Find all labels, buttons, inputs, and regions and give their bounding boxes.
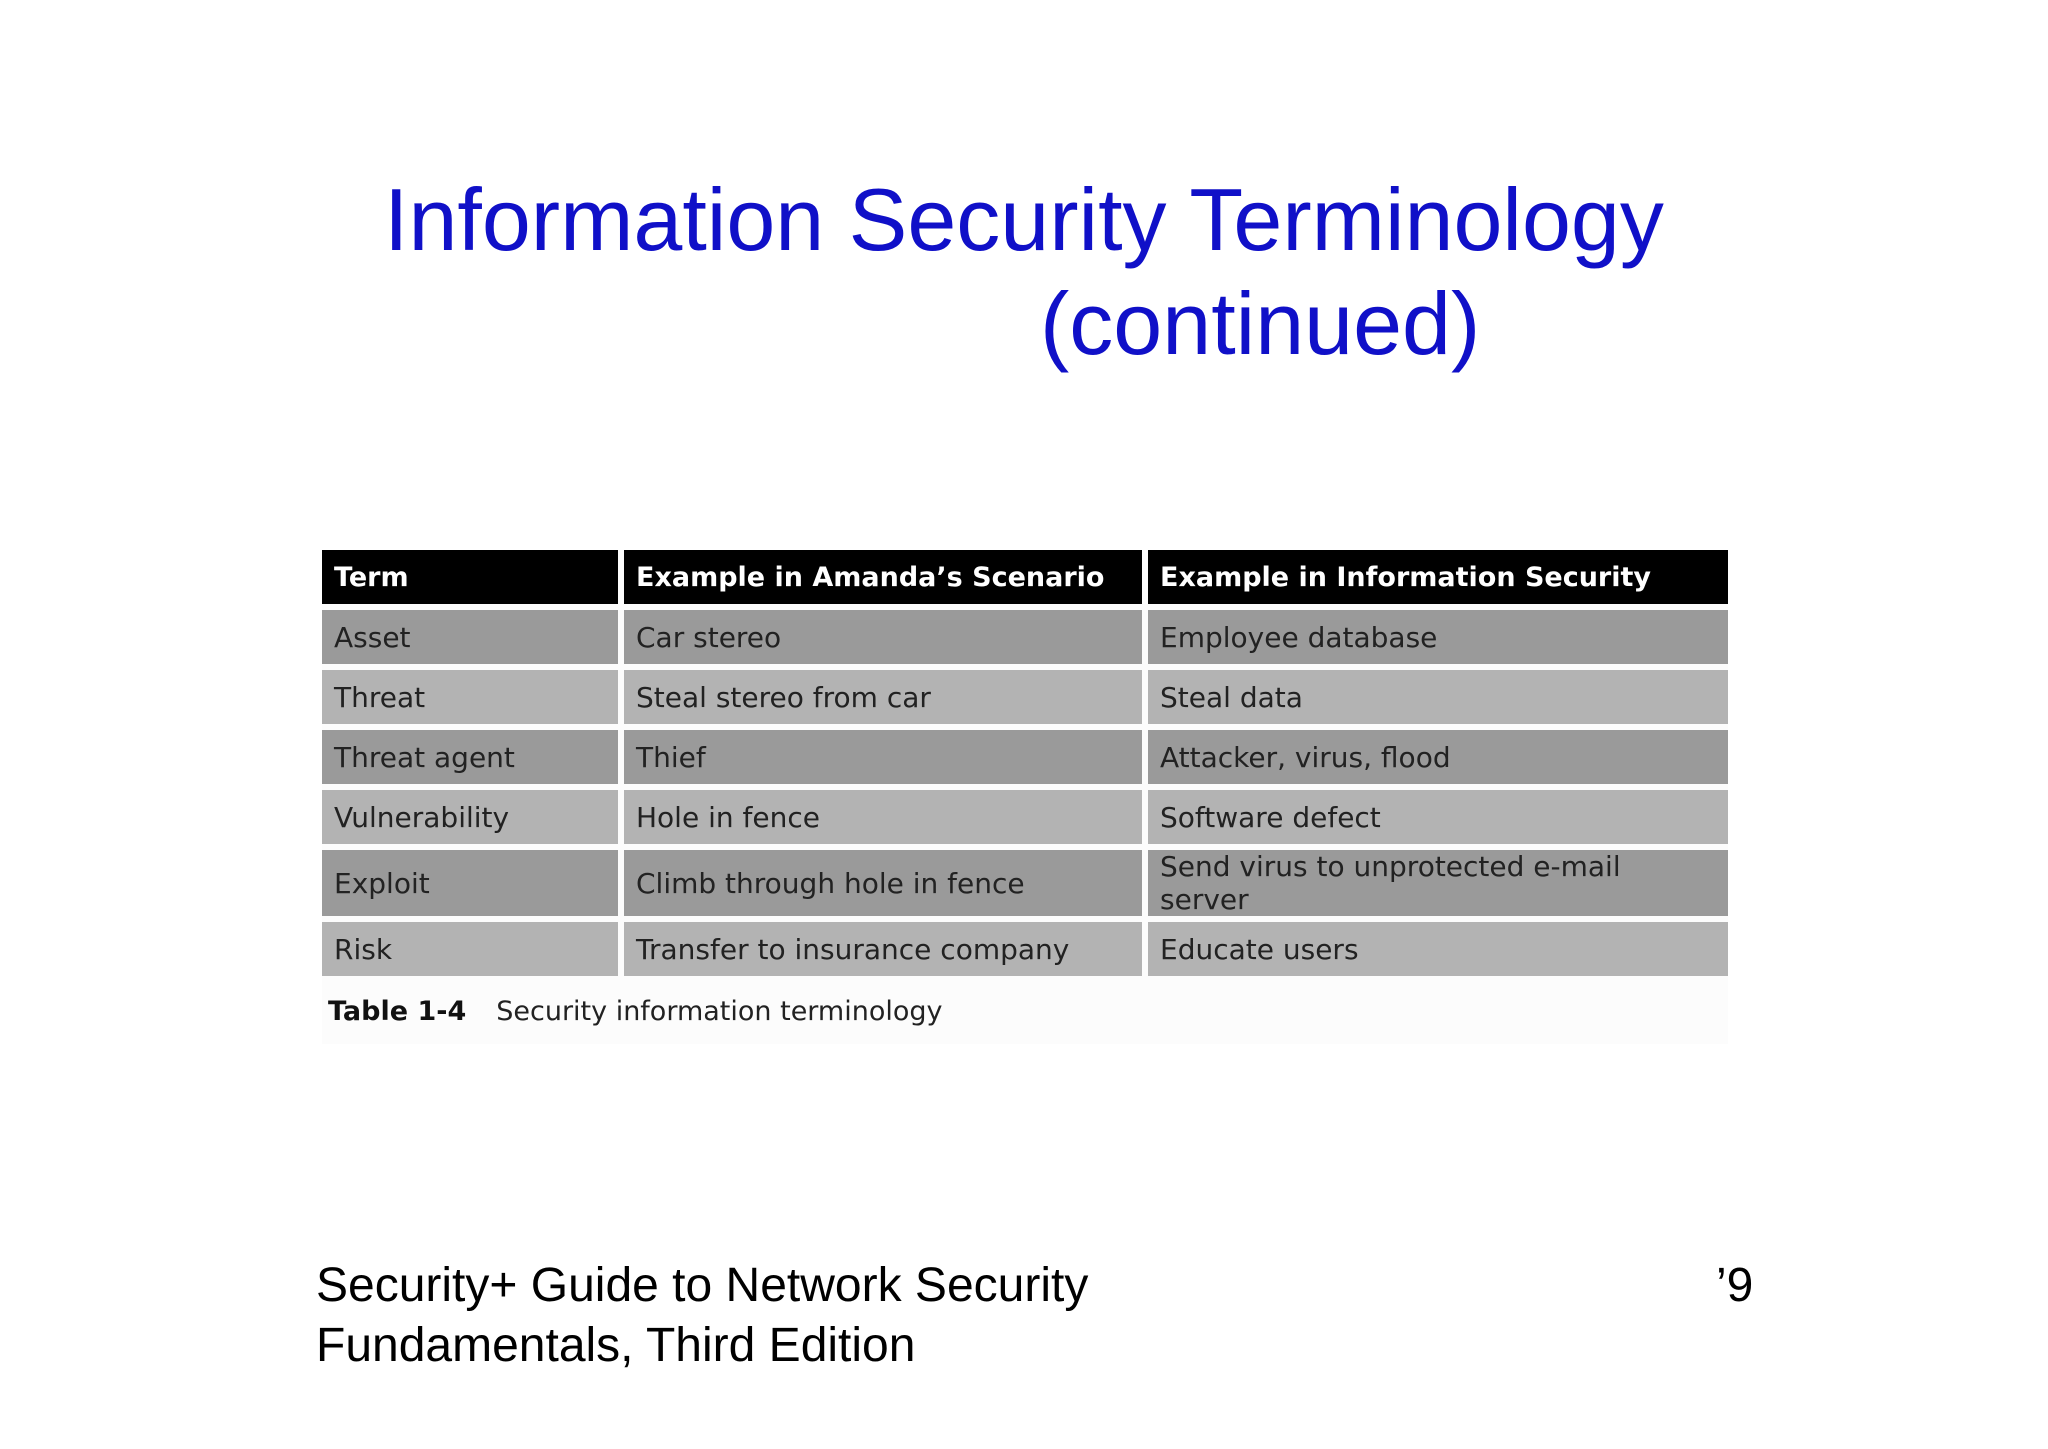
scenario-cell: Car stereo [624, 610, 1142, 664]
security-cell: Software defect [1148, 790, 1728, 844]
table-header-row [322, 550, 1728, 604]
term-cell: Vulnerability [322, 790, 618, 844]
term-cell: Exploit [322, 850, 618, 916]
table-caption-label: Table 1-4 [328, 996, 467, 1027]
header-scenario-example: Example in Amanda’s Scenario [624, 550, 1142, 604]
security-cell: Educate users [1148, 922, 1728, 976]
term-cell: Threat agent [322, 730, 618, 784]
header-security-example: Example in Information Security [1148, 550, 1728, 604]
security-cell: Steal data [1148, 670, 1728, 724]
scenario-cell: Hole in fence [624, 790, 1142, 844]
scenario-cell: Steal stereo from car [624, 670, 1142, 724]
slide-title-line1: Information Security Terminology [384, 170, 1664, 269]
table-row [322, 610, 1728, 664]
table-caption [328, 996, 943, 1027]
terminology-table [316, 544, 1734, 982]
security-cell: Attacker, virus, flood [1148, 730, 1728, 784]
footer-book-title [316, 1256, 1088, 1376]
scenario-cell: Transfer to insurance company [624, 922, 1142, 976]
scenario-cell: Thief [624, 730, 1142, 784]
table-row [322, 850, 1728, 916]
table-row [322, 790, 1728, 844]
table-row [322, 922, 1728, 976]
table-caption-text: Security information terminology [496, 996, 943, 1027]
security-cell: Send virus to unprotected e-mail server [1148, 850, 1728, 916]
footer-line2: Fundamentals, Third Edition [316, 1319, 916, 1372]
slide-title [300, 168, 1780, 376]
scenario-cell: Climb through hole in fence [624, 850, 1142, 916]
slide-title-line2: (continued) [1040, 274, 1481, 373]
table-row [322, 730, 1728, 784]
page-number: ’9 [1716, 1259, 1754, 1312]
term-cell: Risk [322, 922, 618, 976]
term-cell: Threat [322, 670, 618, 724]
table-row [322, 670, 1728, 724]
security-cell: Employee database [1148, 610, 1728, 664]
header-term: Term [322, 550, 618, 604]
term-cell: Asset [322, 610, 618, 664]
footer-line1: Security+ Guide to Network Security [316, 1259, 1089, 1312]
table-figure [322, 550, 1728, 1044]
